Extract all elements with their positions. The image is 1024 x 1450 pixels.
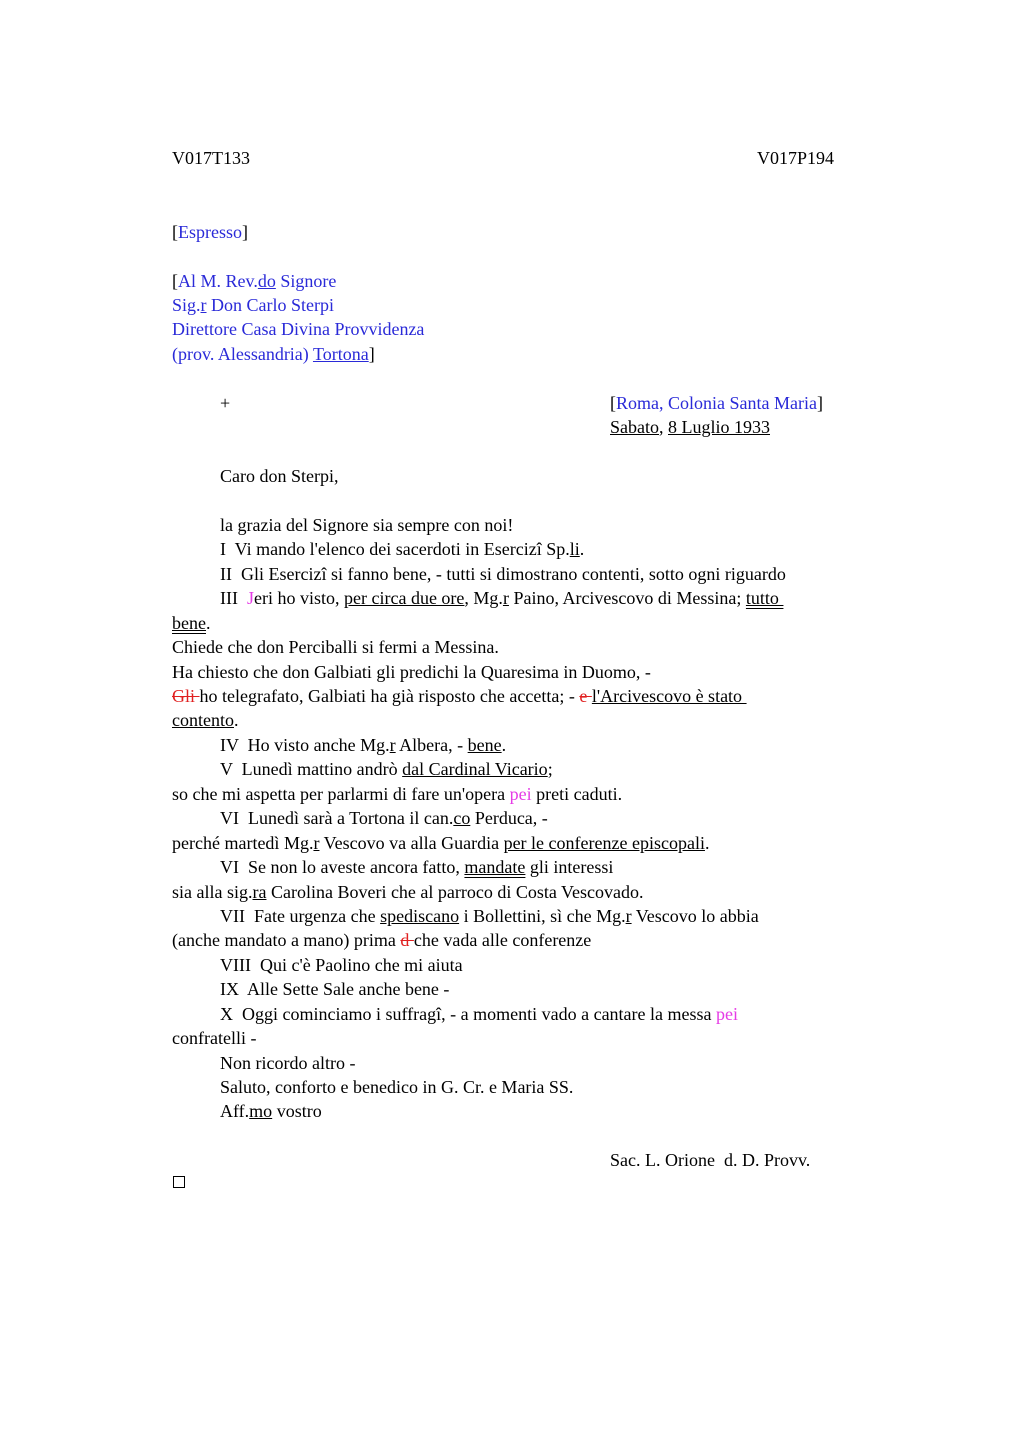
- letter-line: Aff.mo vostro: [220, 1101, 322, 1121]
- letter-line: (anche mandato a mano) prima d che vada alle conferenze: [172, 930, 592, 950]
- letter-line: IX Alle Sette Sale anche bene -: [220, 979, 450, 999]
- letter-line: bene.: [172, 613, 211, 633]
- letter-line: IV Ho visto anche Mg.r Albera, - bene.: [220, 735, 507, 755]
- end-box-icon: [173, 1176, 185, 1188]
- letter-line: confratelli -: [172, 1028, 257, 1048]
- letter-line: Saluto, conforto e benedico in G. Cr. e Maria SS.: [220, 1077, 574, 1097]
- letter-line: contento.: [172, 710, 239, 730]
- address-line-1: [Al M. Rev.do Signore: [172, 271, 337, 291]
- letter-line: Ha chiesto che don Galbiati gli predichi la Quaresima in Duomo, -: [172, 662, 651, 682]
- document-code-left: V017T133: [172, 148, 250, 168]
- signature: Sac. L. Orione d. D. Provv.: [610, 1150, 811, 1170]
- date-line: Sabato, 8 Luglio 1933: [610, 417, 770, 437]
- document-code-right: V017P194: [757, 148, 835, 168]
- letter-line: VIII Qui c'è Paolino che mi aiuta: [220, 955, 463, 975]
- letter-line: I Vi mando l'elenco dei sacerdoti in Esercizî Sp.li.: [220, 539, 585, 559]
- address-line-2: Sig.r Don Carlo Sterpi: [172, 295, 335, 315]
- letter-line: so che mi aspetta per parlarmi di fare un'opera pei preti caduti.: [172, 784, 623, 804]
- letter-line: perché martedì Mg.r Vescovo va alla Guardia per le conferenze episcopali.: [172, 833, 710, 853]
- letter-line: III Jeri ho visto, per circa due ore, Mg.r Paino, Arcivescovo di Messina; tutto: [220, 588, 784, 608]
- cross-mark: +: [220, 393, 231, 413]
- letter-line: VII Fate urgenza che spediscano i Bollettini, sì che Mg.r Vescovo lo abbia: [220, 906, 759, 926]
- letter-line: Non ricordo altro -: [220, 1053, 356, 1073]
- letter-line: Chiede che don Perciballi si fermi a Messina.: [172, 637, 499, 657]
- place-line: [Roma, Colonia Santa Maria]: [610, 393, 823, 413]
- letter-line: sia alla sig.ra Carolina Boveri che al parroco di Costa Vescovado.: [172, 882, 644, 902]
- letter-line: II Gli Esercizî si fanno bene, - tutti si dimostrano contenti, sotto ogni riguardo: [220, 564, 786, 584]
- address-line-3: Direttore Casa Divina Provvidenza: [172, 319, 425, 339]
- letter-line: la grazia del Signore sia sempre con noi!: [220, 515, 514, 535]
- salutation: Caro don Sterpi,: [220, 466, 339, 486]
- address-line-4: (prov. Alessandria) Tortona]: [172, 344, 375, 364]
- letter-line: VI Se non lo aveste ancora fatto, mandate gli interessi: [220, 857, 614, 877]
- letter-line: X Oggi cominciamo i suffragî, - a momenti vado a cantare la messa pei: [220, 1004, 739, 1024]
- espresso-note: [Espresso]: [172, 222, 248, 242]
- letter-line: Gli ho telegrafato, Galbiati ha già risposto che accetta; - e l'Arcivescovo è stato: [172, 686, 747, 706]
- letter-line: V Lunedì mattino andrò dal Cardinal Vicario;: [220, 759, 553, 779]
- letter-line: VI Lunedì sarà a Tortona il can.co Perduca, -: [220, 808, 548, 828]
